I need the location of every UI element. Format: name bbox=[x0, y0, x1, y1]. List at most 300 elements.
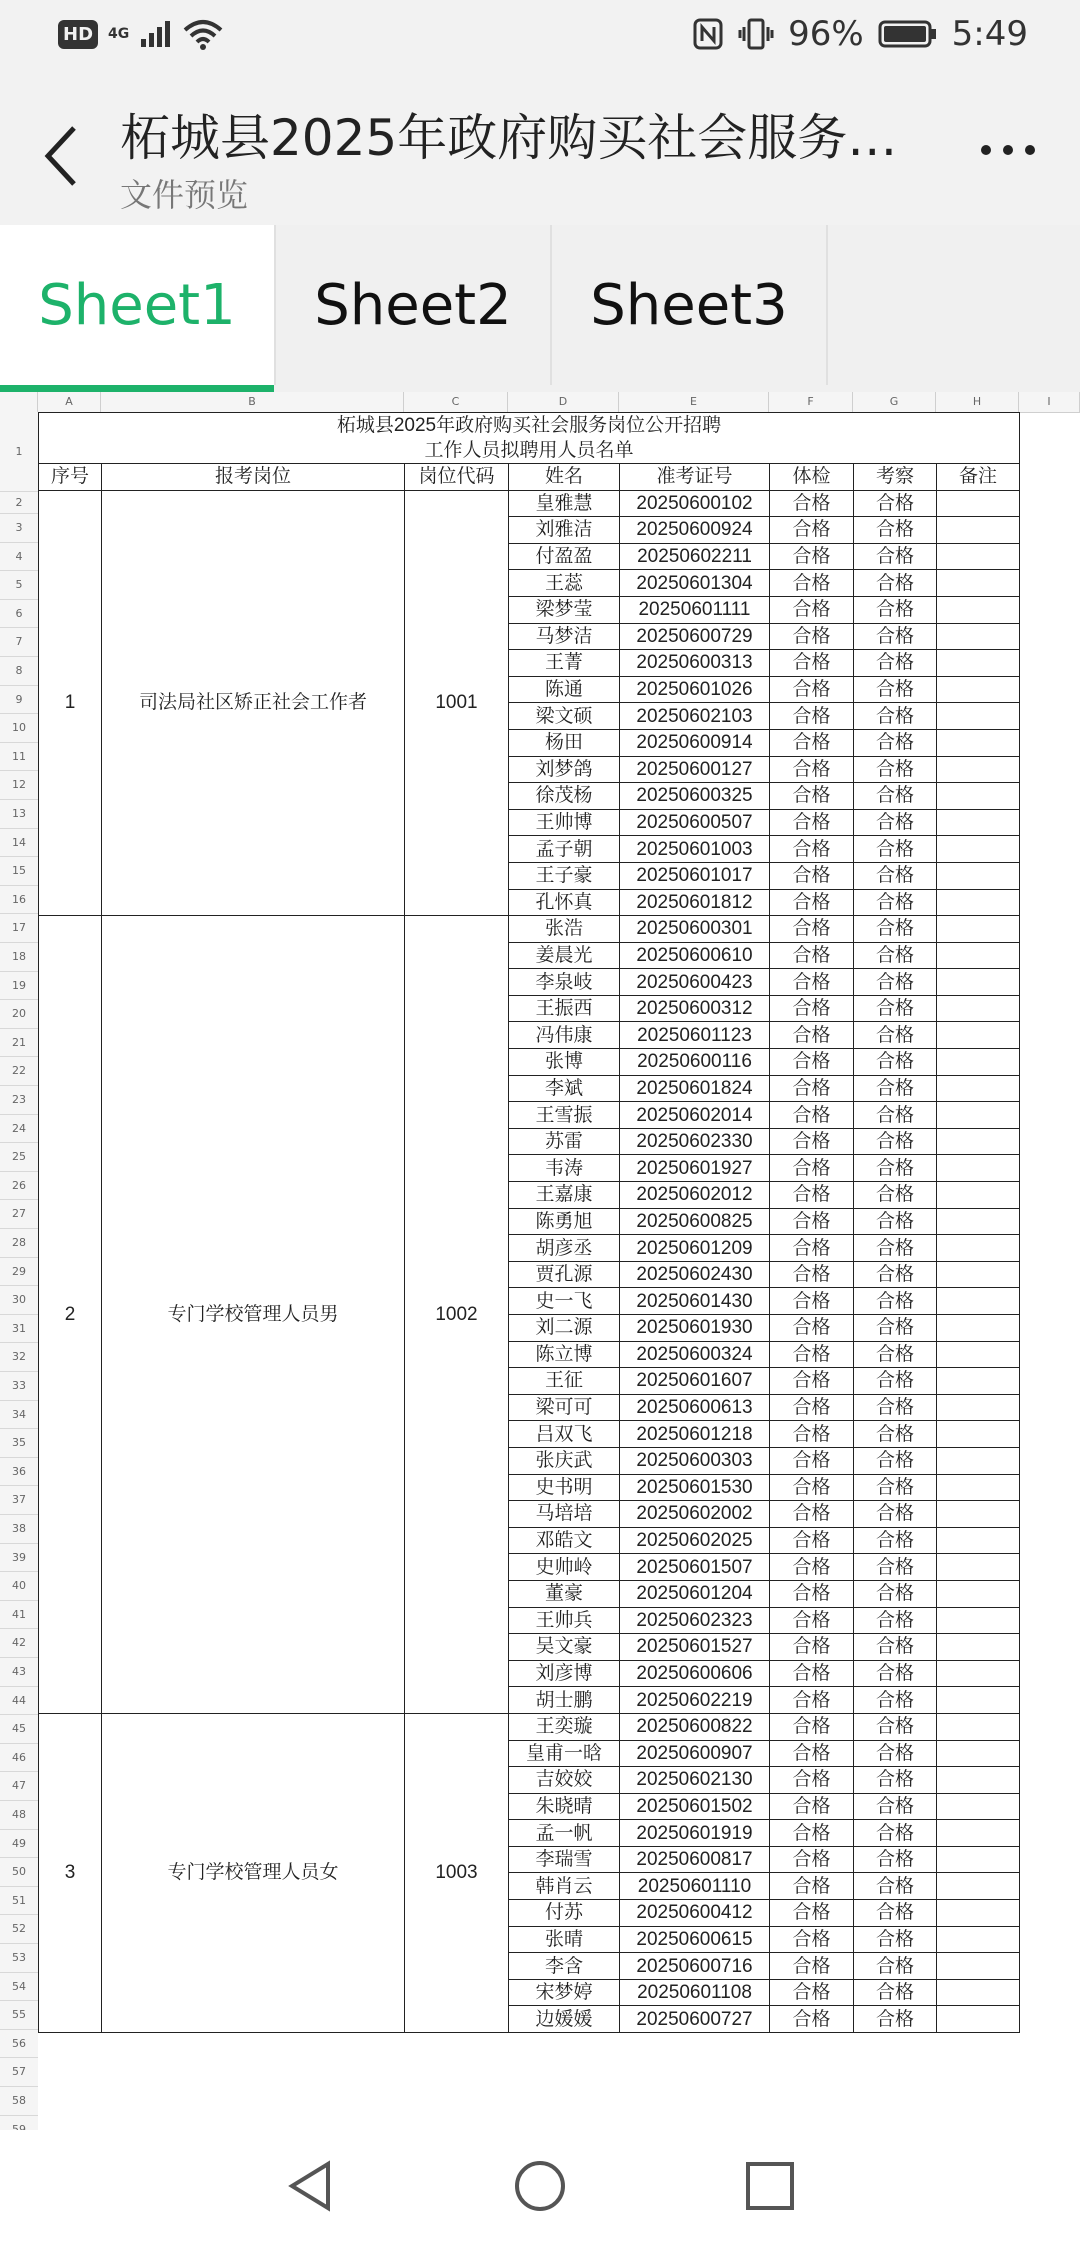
row-number[interactable]: 51 bbox=[0, 1887, 38, 1916]
name-cell[interactable]: 陈立博 bbox=[509, 1341, 620, 1368]
name-cell[interactable]: 付苏 bbox=[509, 1900, 620, 1927]
remark-cell[interactable] bbox=[937, 1261, 1020, 1288]
exam-number-cell[interactable]: 20250601824 bbox=[620, 1075, 770, 1102]
row-number[interactable]: 31 bbox=[0, 1315, 38, 1344]
column-letter[interactable]: I bbox=[1019, 392, 1080, 412]
remark-cell[interactable] bbox=[937, 969, 1020, 996]
remark-cell[interactable] bbox=[937, 1235, 1020, 1262]
name-cell[interactable]: 苏雷 bbox=[509, 1128, 620, 1155]
exam-number-cell[interactable]: 20250602323 bbox=[620, 1607, 770, 1634]
inspection-cell[interactable]: 合格 bbox=[854, 1660, 937, 1687]
remark-cell[interactable] bbox=[937, 1846, 1020, 1873]
physical-exam-cell[interactable]: 合格 bbox=[770, 783, 854, 810]
name-cell[interactable]: 梁文硕 bbox=[509, 703, 620, 730]
inspection-cell[interactable]: 合格 bbox=[854, 1421, 937, 1448]
column-letter[interactable]: F bbox=[769, 392, 853, 412]
inspection-cell[interactable]: 合格 bbox=[854, 543, 937, 570]
remark-cell[interactable] bbox=[937, 1713, 1020, 1740]
physical-exam-cell[interactable]: 合格 bbox=[770, 969, 854, 996]
column-letter[interactable]: B bbox=[101, 392, 404, 412]
row-number[interactable]: 46 bbox=[0, 1744, 38, 1773]
exam-number-cell[interactable]: 20250601812 bbox=[620, 889, 770, 916]
exam-number-cell[interactable]: 20250600615 bbox=[620, 1926, 770, 1953]
name-cell[interactable]: 吴文豪 bbox=[509, 1634, 620, 1661]
physical-exam-cell[interactable]: 合格 bbox=[770, 1155, 854, 1182]
header-cell[interactable]: 序号 bbox=[39, 464, 102, 491]
name-cell[interactable]: 张博 bbox=[509, 1049, 620, 1076]
row-number[interactable]: 5 bbox=[0, 571, 38, 600]
name-cell[interactable]: 马梦洁 bbox=[509, 623, 620, 650]
remark-cell[interactable] bbox=[937, 1900, 1020, 1927]
exam-number-cell[interactable]: 20250602025 bbox=[620, 1527, 770, 1554]
exam-number-cell[interactable]: 20250602002 bbox=[620, 1501, 770, 1528]
remark-cell[interactable] bbox=[937, 1979, 1020, 2006]
exam-number-cell[interactable]: 20250601430 bbox=[620, 1288, 770, 1315]
inspection-cell[interactable]: 合格 bbox=[854, 1687, 937, 1714]
row-number[interactable]: 7 bbox=[0, 628, 38, 657]
physical-exam-cell[interactable]: 合格 bbox=[770, 596, 854, 623]
exam-number-cell[interactable]: 20250602330 bbox=[620, 1128, 770, 1155]
name-cell[interactable]: 李泉岐 bbox=[509, 969, 620, 996]
exam-number-cell[interactable]: 20250601304 bbox=[620, 570, 770, 597]
physical-exam-cell[interactable]: 合格 bbox=[770, 1979, 854, 2006]
row-number[interactable]: 4 bbox=[0, 543, 38, 572]
row-number[interactable]: 23 bbox=[0, 1086, 38, 1115]
exam-number-cell[interactable]: 20250601123 bbox=[620, 1022, 770, 1049]
remark-cell[interactable] bbox=[937, 1315, 1020, 1342]
exam-number-cell[interactable]: 20250600817 bbox=[620, 1846, 770, 1873]
exam-number-cell[interactable]: 20250601919 bbox=[620, 1820, 770, 1847]
name-cell[interactable]: 刘雅洁 bbox=[509, 517, 620, 544]
name-cell[interactable]: 孟子朝 bbox=[509, 836, 620, 863]
row-number[interactable]: 40 bbox=[0, 1572, 38, 1601]
tab-sheet1[interactable]: Sheet1 bbox=[0, 225, 276, 385]
physical-exam-cell[interactable]: 合格 bbox=[770, 650, 854, 677]
name-cell[interactable]: 史一飞 bbox=[509, 1288, 620, 1315]
name-cell[interactable]: 徐茂杨 bbox=[509, 783, 620, 810]
physical-exam-cell[interactable]: 合格 bbox=[770, 1075, 854, 1102]
physical-exam-cell[interactable]: 合格 bbox=[770, 1182, 854, 1209]
exam-number-cell[interactable]: 20250601003 bbox=[620, 836, 770, 863]
inspection-cell[interactable]: 合格 bbox=[854, 1554, 937, 1581]
remark-cell[interactable] bbox=[937, 1607, 1020, 1634]
row-number[interactable]: 6 bbox=[0, 600, 38, 629]
inspection-cell[interactable]: 合格 bbox=[854, 650, 937, 677]
remark-cell[interactable] bbox=[937, 836, 1020, 863]
header-cell[interactable]: 准考证号 bbox=[620, 464, 770, 491]
exam-number-cell[interactable]: 20250600312 bbox=[620, 995, 770, 1022]
exam-number-cell[interactable]: 20250600606 bbox=[620, 1660, 770, 1687]
inspection-cell[interactable]: 合格 bbox=[854, 1075, 937, 1102]
exam-number-cell[interactable]: 20250601026 bbox=[620, 676, 770, 703]
remark-cell[interactable] bbox=[937, 703, 1020, 730]
row-number[interactable]: 35 bbox=[0, 1429, 38, 1458]
inspection-cell[interactable]: 合格 bbox=[854, 1846, 937, 1873]
physical-exam-cell[interactable]: 合格 bbox=[770, 756, 854, 783]
name-cell[interactable]: 史书明 bbox=[509, 1474, 620, 1501]
inspection-cell[interactable]: 合格 bbox=[854, 969, 937, 996]
position-code-cell[interactable]: 1002 bbox=[405, 916, 509, 1714]
remark-cell[interactable] bbox=[937, 596, 1020, 623]
remark-cell[interactable] bbox=[937, 756, 1020, 783]
inspection-cell[interactable]: 合格 bbox=[854, 1315, 937, 1342]
physical-exam-cell[interactable]: 合格 bbox=[770, 1687, 854, 1714]
row-number[interactable]: 22 bbox=[0, 1057, 38, 1086]
inspection-cell[interactable]: 合格 bbox=[854, 1607, 937, 1634]
exam-number-cell[interactable]: 20250601108 bbox=[620, 1979, 770, 2006]
column-letter[interactable]: C bbox=[404, 392, 508, 412]
name-cell[interactable]: 邓皓文 bbox=[509, 1527, 620, 1554]
remark-cell[interactable] bbox=[937, 1740, 1020, 1767]
inspection-cell[interactable]: 合格 bbox=[854, 942, 937, 969]
remark-cell[interactable] bbox=[937, 1208, 1020, 1235]
remark-cell[interactable] bbox=[937, 1368, 1020, 1395]
physical-exam-cell[interactable]: 合格 bbox=[770, 1820, 854, 1847]
exam-number-cell[interactable]: 20250600716 bbox=[620, 1953, 770, 1980]
inspection-cell[interactable]: 合格 bbox=[854, 1022, 937, 1049]
row-number[interactable]: 19 bbox=[0, 972, 38, 1001]
name-cell[interactable]: 王蕊 bbox=[509, 570, 620, 597]
remark-cell[interactable] bbox=[937, 517, 1020, 544]
exam-number-cell[interactable]: 20250600822 bbox=[620, 1713, 770, 1740]
row-number[interactable]: 54 bbox=[0, 1973, 38, 2002]
remark-cell[interactable] bbox=[937, 1501, 1020, 1528]
row-number[interactable]: 1 bbox=[0, 412, 38, 492]
inspection-cell[interactable]: 合格 bbox=[854, 1713, 937, 1740]
physical-exam-cell[interactable]: 合格 bbox=[770, 1846, 854, 1873]
inspection-cell[interactable]: 合格 bbox=[854, 1634, 937, 1661]
exam-number-cell[interactable]: 20250600303 bbox=[620, 1447, 770, 1474]
physical-exam-cell[interactable]: 合格 bbox=[770, 1394, 854, 1421]
name-cell[interactable]: 孔怀真 bbox=[509, 889, 620, 916]
inspection-cell[interactable]: 合格 bbox=[854, 729, 937, 756]
remark-cell[interactable] bbox=[937, 1049, 1020, 1076]
name-cell[interactable]: 胡彦丞 bbox=[509, 1235, 620, 1262]
seq-cell[interactable]: 1 bbox=[39, 490, 102, 916]
physical-exam-cell[interactable]: 合格 bbox=[770, 1022, 854, 1049]
remark-cell[interactable] bbox=[937, 570, 1020, 597]
inspection-cell[interactable]: 合格 bbox=[854, 1767, 937, 1794]
name-cell[interactable]: 胡士鹏 bbox=[509, 1687, 620, 1714]
row-number[interactable]: 12 bbox=[0, 771, 38, 800]
exam-number-cell[interactable]: 20250602103 bbox=[620, 703, 770, 730]
data-table[interactable] bbox=[38, 412, 1020, 2033]
remark-cell[interactable] bbox=[937, 1075, 1020, 1102]
name-cell[interactable]: 王帅博 bbox=[509, 809, 620, 836]
inspection-cell[interactable]: 合格 bbox=[854, 1527, 937, 1554]
exam-number-cell[interactable]: 20250600301 bbox=[620, 916, 770, 943]
remark-cell[interactable] bbox=[937, 1394, 1020, 1421]
remark-cell[interactable] bbox=[937, 1554, 1020, 1581]
name-cell[interactable]: 吉姣姣 bbox=[509, 1767, 620, 1794]
exam-number-cell[interactable]: 20250600907 bbox=[620, 1740, 770, 1767]
physical-exam-cell[interactable]: 合格 bbox=[770, 1900, 854, 1927]
remark-cell[interactable] bbox=[937, 862, 1020, 889]
name-cell[interactable]: 王振西 bbox=[509, 995, 620, 1022]
exam-number-cell[interactable]: 20250601110 bbox=[620, 1873, 770, 1900]
seq-cell[interactable]: 2 bbox=[39, 916, 102, 1714]
inspection-cell[interactable]: 合格 bbox=[854, 703, 937, 730]
exam-number-cell[interactable]: 20250600116 bbox=[620, 1049, 770, 1076]
physical-exam-cell[interactable]: 合格 bbox=[770, 862, 854, 889]
exam-number-cell[interactable]: 20250600613 bbox=[620, 1394, 770, 1421]
inspection-cell[interactable]: 合格 bbox=[854, 1793, 937, 1820]
remark-cell[interactable] bbox=[937, 1341, 1020, 1368]
row-number[interactable]: 10 bbox=[0, 714, 38, 743]
inspection-cell[interactable]: 合格 bbox=[854, 1394, 937, 1421]
name-cell[interactable]: 王帅兵 bbox=[509, 1607, 620, 1634]
name-cell[interactable]: 贾孔源 bbox=[509, 1261, 620, 1288]
inspection-cell[interactable]: 合格 bbox=[854, 1288, 937, 1315]
physical-exam-cell[interactable]: 合格 bbox=[770, 729, 854, 756]
exam-number-cell[interactable]: 20250602012 bbox=[620, 1182, 770, 1209]
row-number[interactable]: 45 bbox=[0, 1715, 38, 1744]
exam-number-cell[interactable]: 20250601209 bbox=[620, 1235, 770, 1262]
inspection-cell[interactable]: 合格 bbox=[854, 783, 937, 810]
physical-exam-cell[interactable]: 合格 bbox=[770, 1740, 854, 1767]
name-cell[interactable]: 梁梦莹 bbox=[509, 596, 620, 623]
row-number[interactable]: 55 bbox=[0, 2001, 38, 2030]
remark-cell[interactable] bbox=[937, 1102, 1020, 1129]
name-cell[interactable]: 王子豪 bbox=[509, 862, 620, 889]
physical-exam-cell[interactable]: 合格 bbox=[770, 1554, 854, 1581]
physical-exam-cell[interactable]: 合格 bbox=[770, 1873, 854, 1900]
name-cell[interactable]: 李斌 bbox=[509, 1075, 620, 1102]
name-cell[interactable]: 孟一帆 bbox=[509, 1820, 620, 1847]
row-number[interactable]: 53 bbox=[0, 1944, 38, 1973]
inspection-cell[interactable]: 合格 bbox=[854, 1261, 937, 1288]
name-cell[interactable]: 王菁 bbox=[509, 650, 620, 677]
physical-exam-cell[interactable]: 合格 bbox=[770, 942, 854, 969]
physical-exam-cell[interactable]: 合格 bbox=[770, 703, 854, 730]
inspection-cell[interactable]: 合格 bbox=[854, 2006, 937, 2033]
remark-cell[interactable] bbox=[937, 650, 1020, 677]
name-cell[interactable]: 王雪振 bbox=[509, 1102, 620, 1129]
row-number[interactable]: 49 bbox=[0, 1830, 38, 1859]
position-cell[interactable]: 司法局社区矫正社会工作者 bbox=[102, 490, 405, 916]
name-cell[interactable]: 皇甫一晗 bbox=[509, 1740, 620, 1767]
remark-cell[interactable] bbox=[937, 543, 1020, 570]
inspection-cell[interactable]: 合格 bbox=[854, 889, 937, 916]
row-number[interactable]: 43 bbox=[0, 1658, 38, 1687]
exam-number-cell[interactable]: 20250600325 bbox=[620, 783, 770, 810]
sheet-title-cell[interactable] bbox=[39, 413, 1020, 464]
inspection-cell[interactable]: 合格 bbox=[854, 862, 937, 889]
physical-exam-cell[interactable]: 合格 bbox=[770, 543, 854, 570]
row-number[interactable]: 9 bbox=[0, 686, 38, 715]
remark-cell[interactable] bbox=[937, 1155, 1020, 1182]
remark-cell[interactable] bbox=[937, 490, 1020, 517]
inspection-cell[interactable]: 合格 bbox=[854, 1501, 937, 1528]
row-number[interactable]: 56 bbox=[0, 2030, 38, 2059]
row-number[interactable]: 27 bbox=[0, 1200, 38, 1229]
name-cell[interactable]: 冯伟康 bbox=[509, 1022, 620, 1049]
name-cell[interactable]: 付盈盈 bbox=[509, 543, 620, 570]
inspection-cell[interactable]: 合格 bbox=[854, 1341, 937, 1368]
exam-number-cell[interactable]: 20250600924 bbox=[620, 517, 770, 544]
remark-cell[interactable] bbox=[937, 1128, 1020, 1155]
remark-cell[interactable] bbox=[937, 1022, 1020, 1049]
physical-exam-cell[interactable]: 合格 bbox=[770, 1767, 854, 1794]
position-code-cell[interactable]: 1003 bbox=[405, 1713, 509, 2032]
row-number[interactable]: 13 bbox=[0, 800, 38, 829]
remark-cell[interactable] bbox=[937, 1421, 1020, 1448]
inspection-cell[interactable]: 合格 bbox=[854, 1049, 937, 1076]
remark-cell[interactable] bbox=[937, 995, 1020, 1022]
name-cell[interactable]: 刘彦博 bbox=[509, 1660, 620, 1687]
row-number[interactable]: 50 bbox=[0, 1858, 38, 1887]
name-cell[interactable]: 韦涛 bbox=[509, 1155, 620, 1182]
exam-number-cell[interactable]: 20250600729 bbox=[620, 623, 770, 650]
physical-exam-cell[interactable]: 合格 bbox=[770, 1634, 854, 1661]
remark-cell[interactable] bbox=[937, 783, 1020, 810]
column-letter[interactable]: E bbox=[619, 392, 769, 412]
row-number[interactable]: 18 bbox=[0, 943, 38, 972]
inspection-cell[interactable]: 合格 bbox=[854, 490, 937, 517]
exam-number-cell[interactable]: 20250601111 bbox=[620, 596, 770, 623]
physical-exam-cell[interactable]: 合格 bbox=[770, 1713, 854, 1740]
remark-cell[interactable] bbox=[937, 1767, 1020, 1794]
header-cell[interactable]: 报考岗位 bbox=[102, 464, 405, 491]
name-cell[interactable]: 王奕璇 bbox=[509, 1713, 620, 1740]
remark-cell[interactable] bbox=[937, 2006, 1020, 2033]
remark-cell[interactable] bbox=[937, 1953, 1020, 1980]
physical-exam-cell[interactable]: 合格 bbox=[770, 916, 854, 943]
row-number[interactable]: 37 bbox=[0, 1486, 38, 1515]
inspection-cell[interactable]: 合格 bbox=[854, 1155, 937, 1182]
exam-number-cell[interactable]: 20250601204 bbox=[620, 1580, 770, 1607]
remark-cell[interactable] bbox=[937, 1873, 1020, 1900]
exam-number-cell[interactable]: 20250601527 bbox=[620, 1634, 770, 1661]
row-number[interactable]: 3 bbox=[0, 514, 38, 543]
header-cell[interactable]: 备注 bbox=[937, 464, 1020, 491]
inspection-cell[interactable]: 合格 bbox=[854, 1580, 937, 1607]
physical-exam-cell[interactable]: 合格 bbox=[770, 1501, 854, 1528]
remark-cell[interactable] bbox=[937, 889, 1020, 916]
remark-cell[interactable] bbox=[937, 1474, 1020, 1501]
exam-number-cell[interactable]: 20250600727 bbox=[620, 2006, 770, 2033]
remark-cell[interactable] bbox=[937, 1634, 1020, 1661]
physical-exam-cell[interactable]: 合格 bbox=[770, 1315, 854, 1342]
name-cell[interactable]: 吕双飞 bbox=[509, 1421, 620, 1448]
inspection-cell[interactable]: 合格 bbox=[854, 1953, 937, 1980]
name-cell[interactable]: 王嘉康 bbox=[509, 1182, 620, 1209]
exam-number-cell[interactable]: 20250601607 bbox=[620, 1368, 770, 1395]
remark-cell[interactable] bbox=[937, 809, 1020, 836]
physical-exam-cell[interactable]: 合格 bbox=[770, 517, 854, 544]
physical-exam-cell[interactable]: 合格 bbox=[770, 570, 854, 597]
name-cell[interactable]: 梁可可 bbox=[509, 1394, 620, 1421]
physical-exam-cell[interactable]: 合格 bbox=[770, 889, 854, 916]
physical-exam-cell[interactable]: 合格 bbox=[770, 1527, 854, 1554]
header-cell[interactable]: 体检 bbox=[770, 464, 854, 491]
row-number[interactable]: 2 bbox=[0, 492, 38, 514]
row-number[interactable]: 38 bbox=[0, 1515, 38, 1544]
tab-sheet2[interactable]: Sheet2 bbox=[276, 225, 552, 385]
physical-exam-cell[interactable]: 合格 bbox=[770, 809, 854, 836]
row-number[interactable]: 11 bbox=[0, 743, 38, 772]
physical-exam-cell[interactable]: 合格 bbox=[770, 1049, 854, 1076]
inspection-cell[interactable]: 合格 bbox=[854, 1128, 937, 1155]
row-number[interactable]: 8 bbox=[0, 657, 38, 686]
exam-number-cell[interactable]: 20250600313 bbox=[620, 650, 770, 677]
physical-exam-cell[interactable]: 合格 bbox=[770, 1580, 854, 1607]
row-number[interactable]: 29 bbox=[0, 1258, 38, 1287]
remark-cell[interactable] bbox=[937, 1447, 1020, 1474]
inspection-cell[interactable]: 合格 bbox=[854, 756, 937, 783]
inspection-cell[interactable]: 合格 bbox=[854, 1208, 937, 1235]
column-letter[interactable]: H bbox=[936, 392, 1019, 412]
row-number[interactable]: 48 bbox=[0, 1801, 38, 1830]
exam-number-cell[interactable]: 20250602130 bbox=[620, 1767, 770, 1794]
column-letter[interactable]: A bbox=[38, 392, 101, 412]
remark-cell[interactable] bbox=[937, 676, 1020, 703]
row-number[interactable]: 47 bbox=[0, 1772, 38, 1801]
column-letter[interactable]: G bbox=[853, 392, 936, 412]
name-cell[interactable]: 宋梦婷 bbox=[509, 1979, 620, 2006]
position-code-cell[interactable]: 1001 bbox=[405, 490, 509, 916]
inspection-cell[interactable]: 合格 bbox=[854, 809, 937, 836]
physical-exam-cell[interactable]: 合格 bbox=[770, 676, 854, 703]
exam-number-cell[interactable]: 20250601507 bbox=[620, 1554, 770, 1581]
exam-number-cell[interactable]: 20250602211 bbox=[620, 543, 770, 570]
row-number[interactable]: 15 bbox=[0, 857, 38, 886]
column-letter[interactable]: D bbox=[508, 392, 619, 412]
physical-exam-cell[interactable]: 合格 bbox=[770, 1926, 854, 1953]
physical-exam-cell[interactable]: 合格 bbox=[770, 1128, 854, 1155]
remark-cell[interactable] bbox=[937, 942, 1020, 969]
name-cell[interactable]: 杨田 bbox=[509, 729, 620, 756]
exam-number-cell[interactable]: 20250600102 bbox=[620, 490, 770, 517]
remark-cell[interactable] bbox=[937, 1793, 1020, 1820]
inspection-cell[interactable]: 合格 bbox=[854, 1368, 937, 1395]
row-number[interactable]: 14 bbox=[0, 829, 38, 858]
remark-cell[interactable] bbox=[937, 1288, 1020, 1315]
physical-exam-cell[interactable]: 合格 bbox=[770, 1953, 854, 1980]
inspection-cell[interactable]: 合格 bbox=[854, 1873, 937, 1900]
name-cell[interactable]: 陈通 bbox=[509, 676, 620, 703]
physical-exam-cell[interactable]: 合格 bbox=[770, 1793, 854, 1820]
exam-number-cell[interactable]: 20250600825 bbox=[620, 1208, 770, 1235]
remark-cell[interactable] bbox=[937, 1660, 1020, 1687]
row-number[interactable]: 36 bbox=[0, 1458, 38, 1487]
row-number[interactable]: 26 bbox=[0, 1172, 38, 1201]
recents-square-icon[interactable] bbox=[742, 2158, 798, 2214]
physical-exam-cell[interactable]: 合格 bbox=[770, 1421, 854, 1448]
remark-cell[interactable] bbox=[937, 729, 1020, 756]
inspection-cell[interactable]: 合格 bbox=[854, 1235, 937, 1262]
inspection-cell[interactable]: 合格 bbox=[854, 1447, 937, 1474]
name-cell[interactable]: 刘梦鸽 bbox=[509, 756, 620, 783]
physical-exam-cell[interactable]: 合格 bbox=[770, 1288, 854, 1315]
inspection-cell[interactable]: 合格 bbox=[854, 1182, 937, 1209]
exam-number-cell[interactable]: 20250602430 bbox=[620, 1261, 770, 1288]
name-cell[interactable]: 王征 bbox=[509, 1368, 620, 1395]
row-number[interactable]: 34 bbox=[0, 1401, 38, 1430]
remark-cell[interactable] bbox=[937, 1527, 1020, 1554]
exam-number-cell[interactable]: 20250601930 bbox=[620, 1315, 770, 1342]
home-circle-icon[interactable] bbox=[512, 2158, 568, 2214]
exam-number-cell[interactable]: 20250600423 bbox=[620, 969, 770, 996]
inspection-cell[interactable]: 合格 bbox=[854, 623, 937, 650]
remark-cell[interactable] bbox=[937, 1926, 1020, 1953]
physical-exam-cell[interactable]: 合格 bbox=[770, 1235, 854, 1262]
row-number[interactable]: 32 bbox=[0, 1343, 38, 1372]
physical-exam-cell[interactable]: 合格 bbox=[770, 2006, 854, 2033]
name-cell[interactable]: 韩肖云 bbox=[509, 1873, 620, 1900]
physical-exam-cell[interactable]: 合格 bbox=[770, 1660, 854, 1687]
physical-exam-cell[interactable]: 合格 bbox=[770, 1102, 854, 1129]
